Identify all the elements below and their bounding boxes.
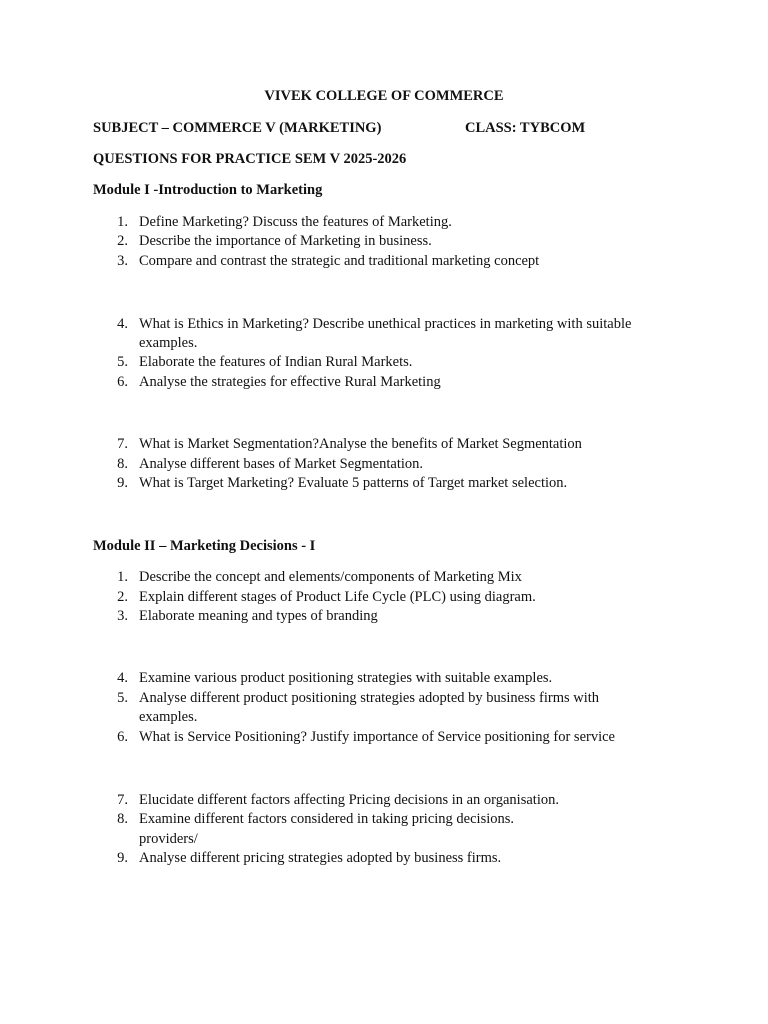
- list-item-continuation: [0, 708, 768, 727]
- item-number: 6.: [117, 729, 128, 745]
- item-number: 2.: [117, 589, 128, 605]
- list-item: [0, 373, 768, 392]
- item-number: 5.: [117, 690, 128, 706]
- item-number: 7.: [117, 436, 128, 452]
- item-number: 4.: [117, 670, 128, 686]
- item-text: Elaborate the features of Indian Rural Markets.: [139, 354, 413, 370]
- item-text: Analyse the strategies for effective Rural Marketing: [139, 374, 441, 390]
- item-text: Analyse different pricing strategies adopted by business firms.: [139, 850, 502, 866]
- item-text: Analyse different product positioning strategies adopted by business firms with: [139, 690, 600, 706]
- list-item: [0, 213, 768, 232]
- item-text: Compare and contrast the strategic and traditional marketing concept: [139, 253, 540, 269]
- item-text: Examine different factors considered in taking pricing decisions.: [139, 811, 515, 827]
- item-number: 9.: [117, 850, 128, 866]
- list-item: [0, 252, 768, 271]
- item-text-continuation: examples.: [139, 335, 198, 351]
- item-text-continuation: examples.: [139, 709, 198, 725]
- list-item-continuation: [0, 334, 768, 353]
- list-item-continuation: [0, 830, 768, 849]
- item-text: Analyse different bases of Market Segmentation.: [139, 456, 424, 472]
- item-number: 1.: [117, 569, 128, 585]
- questions-title: QUESTIONS FOR PRACTICE SEM V 2025-2026: [93, 151, 407, 167]
- item-text: Describe the concept and elements/components of Marketing Mix: [139, 569, 522, 585]
- item-number: 8.: [117, 456, 128, 472]
- list-item: [0, 455, 768, 474]
- item-number: 3.: [117, 253, 128, 269]
- item-number: 2.: [117, 233, 128, 249]
- item-text: What is Ethics in Marketing? Describe unethical practices in marketing with suitable: [139, 316, 632, 332]
- item-text: Define Marketing? Discuss the features of Marketing.: [139, 214, 452, 230]
- item-number: 6.: [117, 374, 128, 390]
- item-text: Examine various product positioning strategies with suitable examples.: [139, 670, 553, 686]
- item-number: 4.: [117, 316, 128, 332]
- item-text-continuation: providers/: [139, 831, 198, 847]
- list-item: [0, 810, 768, 829]
- list-item: [0, 728, 768, 747]
- module-1-title: Module I -Introduction to Marketing: [93, 182, 323, 198]
- list-item: [0, 232, 768, 251]
- list-item: [0, 607, 768, 626]
- item-text: Elucidate different factors affecting Pricing decisions in an organisation.: [139, 792, 559, 808]
- list-item: [0, 791, 768, 810]
- item-text: Explain different stages of Product Life Cycle (PLC) using diagram.: [139, 589, 536, 605]
- list-item: [0, 568, 768, 587]
- item-number: 5.: [117, 354, 128, 370]
- college-title: VIVEK COLLEGE OF COMMERCE: [264, 88, 504, 104]
- item-number: 1.: [117, 214, 128, 230]
- list-item: [0, 353, 768, 372]
- item-text: Elaborate meaning and types of branding: [139, 608, 378, 624]
- list-item: [0, 689, 768, 708]
- item-number: 3.: [117, 608, 128, 624]
- list-item: [0, 474, 768, 493]
- item-number: 8.: [117, 811, 128, 827]
- item-number: 7.: [117, 792, 128, 808]
- list-item: [0, 315, 768, 334]
- item-text: What is Service Positioning? Justify importance of Service positioning for service: [139, 729, 615, 745]
- list-item: [0, 435, 768, 454]
- class-line: CLASS: TYBCOM: [465, 120, 586, 136]
- item-text: What is Target Marketing? Evaluate 5 patterns of Target market selection.: [139, 475, 568, 491]
- list-item: [0, 849, 768, 868]
- item-text: What is Market Segmentation?Analyse the benefits of Market Segmentation: [139, 436, 582, 452]
- list-item: [0, 669, 768, 688]
- module-2-title: Module II – Marketing Decisions - I: [93, 538, 316, 554]
- list-item: [0, 588, 768, 607]
- item-number: 9.: [117, 475, 128, 491]
- item-text: Describe the importance of Marketing in business.: [139, 233, 432, 249]
- subject-line: SUBJECT – COMMERCE V (MARKETING): [93, 120, 382, 136]
